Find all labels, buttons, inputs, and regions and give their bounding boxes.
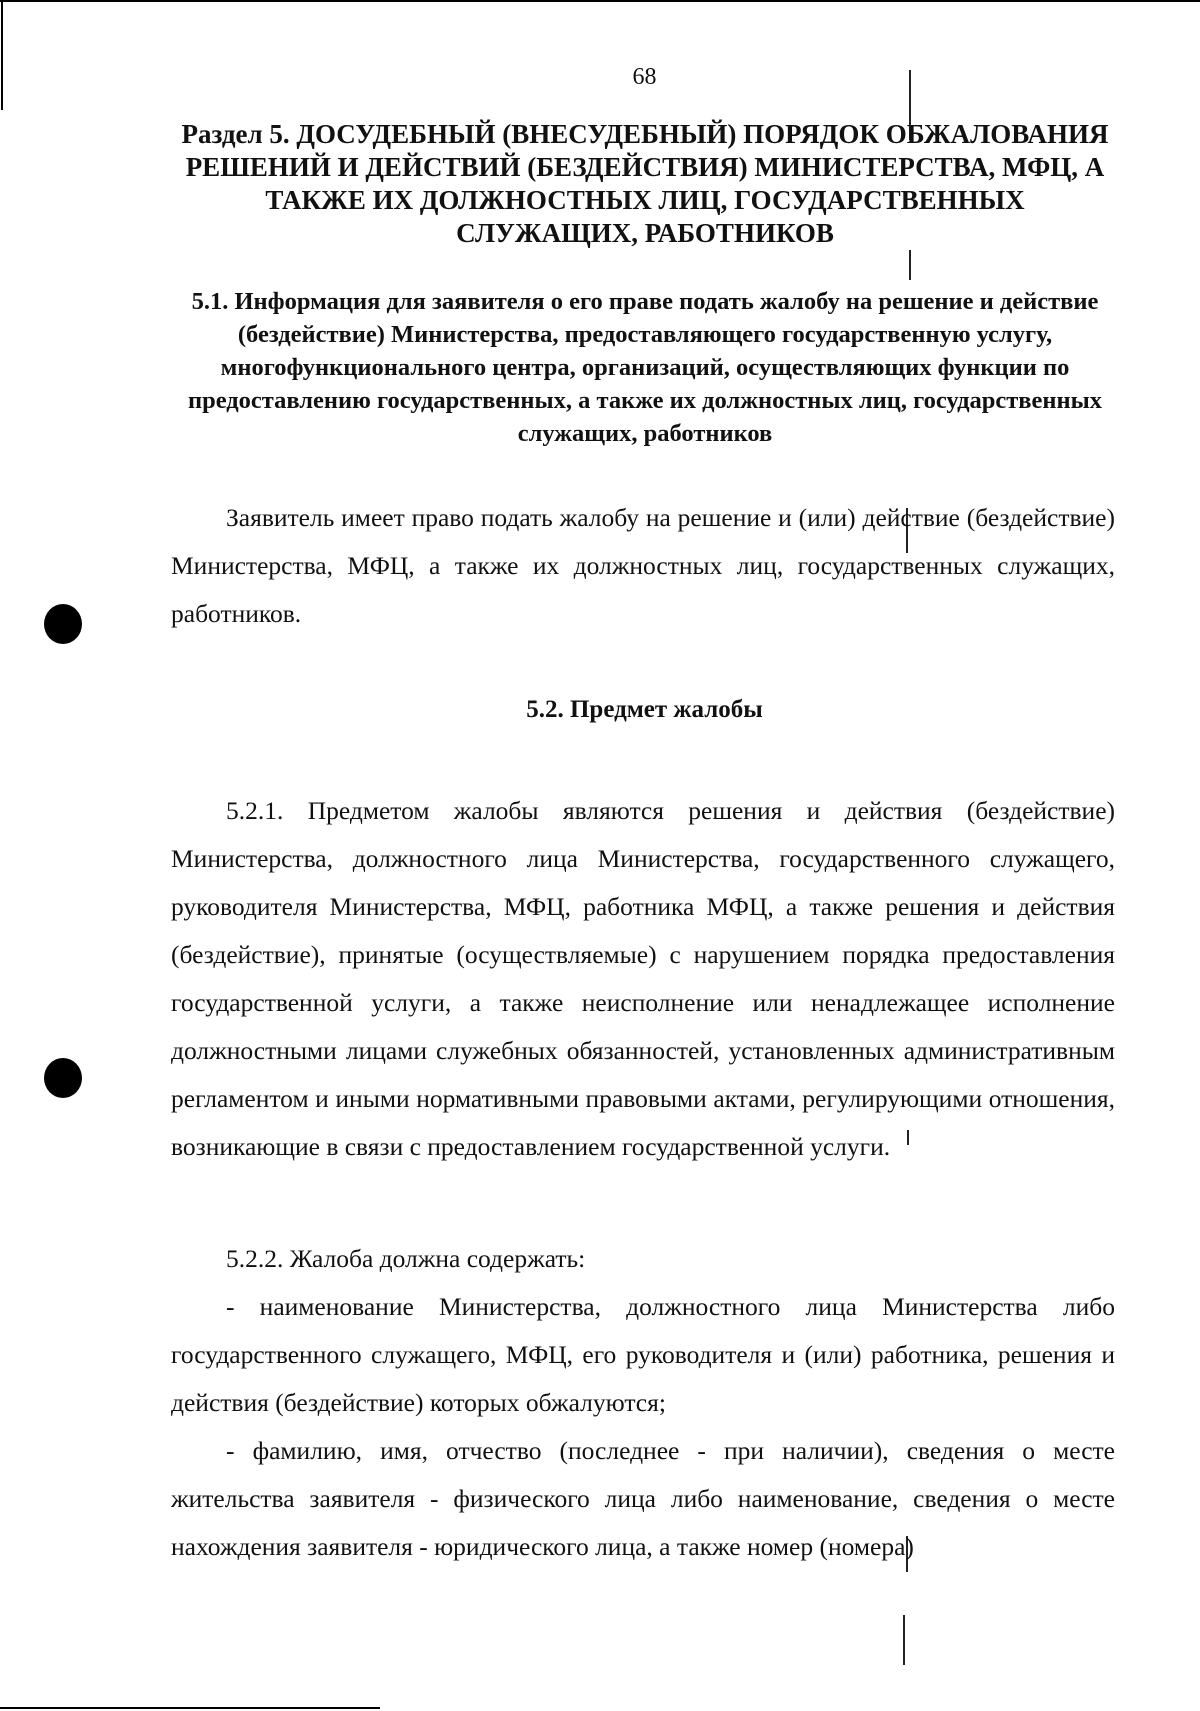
scan-edge-top (0, 0, 1200, 2)
heading-5-2: 5.2. Предмет жалобы (526, 696, 763, 723)
paragraph-5-2-1: 5.2.1. Предметом жалобы являются решения и действия (бездействие) Министерства, должностного лица Министерства, государственного служащего, руководителя Министерства, МФЦ, работника МФЦ, а также решения и действия (бездействие), принятые (осуществляемые) с нарушением порядка предоставления государственной услуги, а также неисполнение или ненадлежащее исполнение должностными лицами служебных обязанностей, установленных административным регламентом и иными нормативными правовыми актами, регулирующими отношения, возникающие в связи с предоставлением государственной услуги. (171, 796, 1115, 1161)
scan-edge-left (1, 0, 3, 110)
list-item: - наименование Министерства, должностного лица Министерства либо государственного служащего, МФЦ, его руководителя и (или) работника, решения и действия (бездействие) которых обжалуются; (171, 1292, 1115, 1417)
list-item: - фамилию, имя, отчество (последнее - при наличии), сведения о месте жительства заявителя - физического лица либо наименование, сведения о месте нахождения заявителя - юридического лица, а также номер (номера) (171, 1436, 1115, 1561)
punch-hole (44, 1058, 82, 1098)
paragraph-5-2-2: 5.2.2. Жалоба должна содержать: (226, 1244, 586, 1273)
scan-artifact (909, 250, 911, 280)
scan-artifact (903, 1615, 905, 1665)
punch-hole (44, 604, 82, 644)
scan-edge-bottom (0, 1707, 380, 1709)
page-number: 68 (632, 64, 657, 90)
section-title: Раздел 5. ДОСУДЕБНЫЙ (ВНЕСУДЕБНЫЙ) ПОРЯДОК ОБЖАЛОВАНИЯ РЕШЕНИЙ И ДЕЙСТВИЙ (БЕЗДЕЙСТВИЯ) МИНИСТЕРСТВА, МФЦ, А ТАКЖЕ ИХ ДОЛЖНОСТНЫХ ЛИЦ, ГОСУДАРСТВЕННЫХ СЛУЖАЩИХ, РАБОТНИКОВ (181, 119, 1109, 248)
subsection-5-1-title: 5.1. Информация для заявителя о его праве подать жалобу на решение и действие (бездействие) Министерства, предоставляющего государственную услугу, многофункционального центра, организаций, осуществляющих функции по предоставлению государственных, а также их должностных лиц, государственных служащих, работников (187, 288, 1103, 447)
paragraph-5-1: Заявитель имеет право подать жалобу на решение и (или) действие (бездействие) Министерства, МФЦ, а также их должностных лиц, государственных служащих, работников. (171, 503, 1115, 628)
